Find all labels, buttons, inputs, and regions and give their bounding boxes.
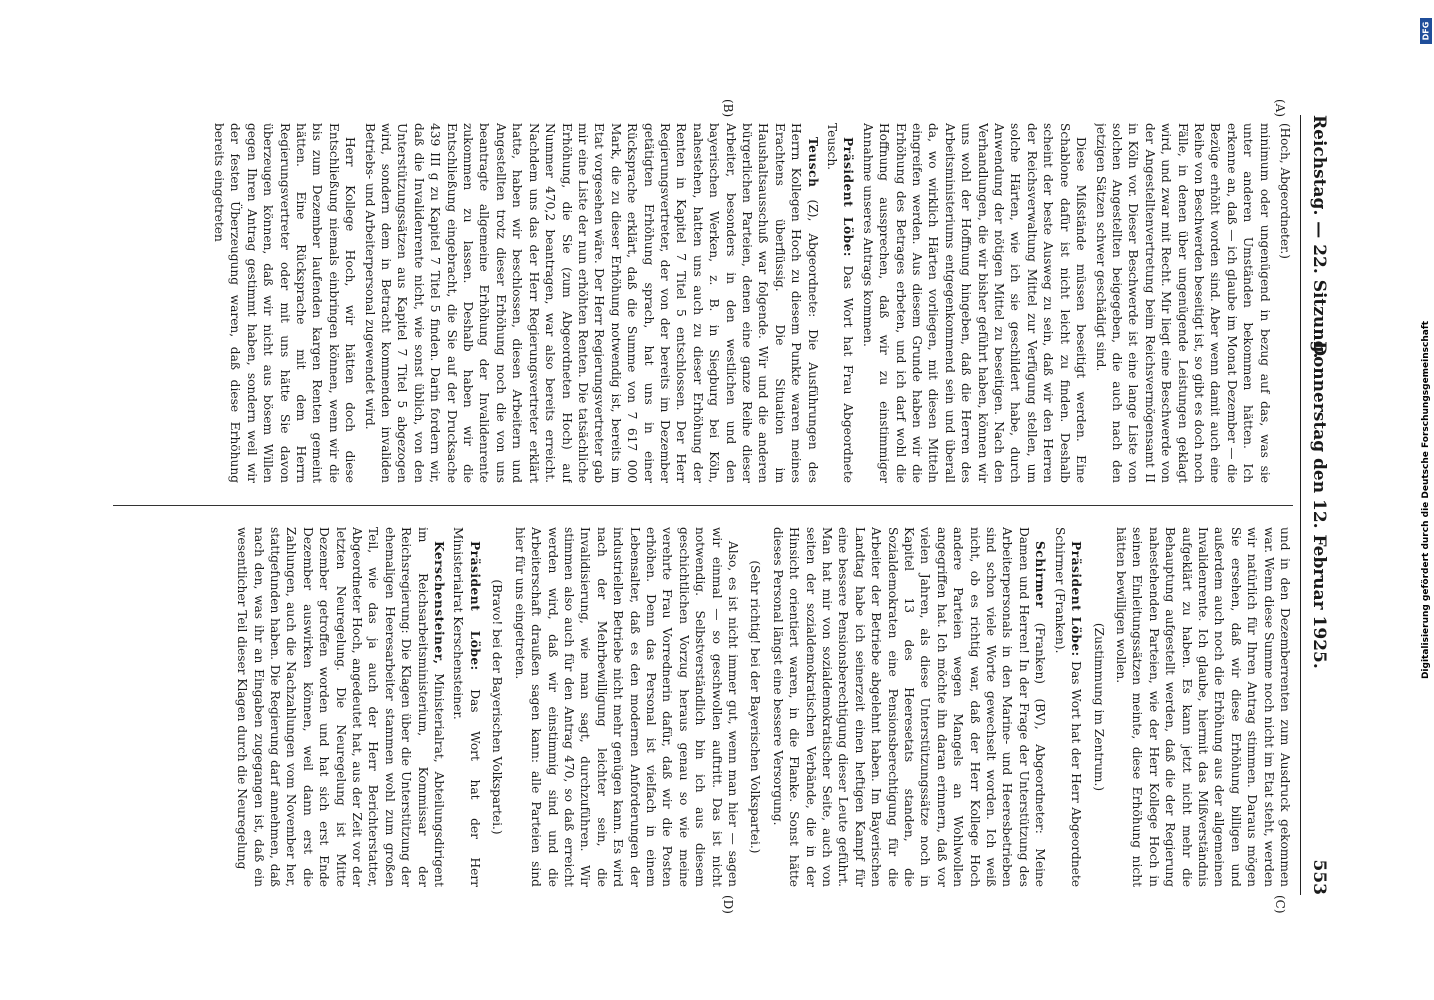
speaker-text: Das Wort hat Frau Abgeordnete Teusch. (825, 123, 856, 483)
document-page (95, 95, 1335, 915)
speaker-text: (Z), Abgeordnete: Die Ausführungen des Herrn Kollegen Hoch zu diesem Punkte waren meines Erachtens überflüssig. Die Situation im Haushaltsausschuß war folgende. Wir und die anderen bürgerlichen Parteien, denen eine ganze Reihe dieser Arbeiter, besonders in den westlichen und den bayerischen Werken, z. B. in Siegburg bei Köln, nahestehen, hatten uns auch zu dieser Erhöhung der Renten in Kapitel 7 Titel 5 entschlossen. Der Herr Regierungsvertreter, der von der bereits im Dezember getätigten Erhöhung sprach, hat uns in einer Rücksprache erklärt, daß die Summe von 7 617 000 Mark, die zu dieser Erhöhung notwendig ist, bereits im Etat vorgesehen wäre. Der Herr Regierungsvertreter gab mir eine Liste der nun erhöhten Renten. Die tatsächliche Erhöhung, die Sie (zum Abgeordneten Hoch) auf Nummer 470,2 beantragen, war also bereits erreicht. Nachdem uns das der Herr Regierungsvertreter erklärt hatte, haben wir beschlossen, diesen Arbeitern und Angestellten trotz dieser Erhöhung noch die von uns beantragte allgemeine Erhöhung der Invalidenrente zukommen zu lassen. Deshalb haben wir die Entschließung eingebracht, die Sie auf der Drucksache 439 III g zu Kapitel 7 Titel 5 finden. Darin fordern wir, daß die Invalidenrente nicht, wie sonst üblich, von den Unterstützungssätzen aus Kapitel 7 Titel 5 abgezogen wird, sondern dem in Betracht kommenden invaliden Betriebs- und Arbeiterpersonal zugewendet wird. (362, 123, 820, 483)
speaker-name: Präsident Löbe: (467, 541, 482, 671)
paragraph: minimum oder ungenügend in bezug auf das, was sie unter anderen Umständen bekommen hätten. Ich erkenne an, daß — ich glaube im Monat Dezember — die Bezüge erhöht worden sind. Aber wenn damit auch eine Reihe von Beschwerden beseitigt ist, so gibt es doch noch Fälle, in denen über ungenügende Leistungen geklagt wird, und zwar mit Recht. Mir liegt eine Beschwerde von der Angestelltenvertretung beim Reichsvermögensamt II in Köln vor. Dieser Beschwerde ist eine lange Liste von solchen Angestellten beigegeben, die auch nach den jetzigen Sätzen schwer geschädigt sind. (1093, 123, 1272, 483)
page-number: 553 (1309, 859, 1329, 895)
paragraph: Herr Kollege Hoch, wir hätten doch diese Entschließung niemals einbringen können, wenn wir die bis zum Dezember laufenden kargen Renten gemeint hätten. Eine Rücksprache mit dem Herrn Regierungsvertreter oder mit uns hätte Sie davon überzeugen können, daß wir nicht aus bösem Willen gegen Ihren Antrag gestimmt haben, sondern weil wir der festen Überzeugung waren, daß diese Erhöhung bereits eingetreten (212, 123, 358, 483)
margin-mark-c: (C) (1273, 895, 1287, 914)
header-session: Reichstag. — 22. Sitzung. (1309, 115, 1329, 359)
right-column (113, 527, 1293, 887)
margin-mark-b: (B) (721, 99, 735, 118)
speaker-name: Kerschensteiner, (432, 541, 447, 665)
schirmer-paragraph (769, 527, 1048, 887)
header-rule (1300, 115, 1301, 895)
margin-mark-d: (D) (721, 895, 735, 914)
kerschensteiner-paragraph (234, 527, 447, 887)
credit-text: Digitalisierung gefördert durch die Deutsche Forschungsgemeinschaft (1421, 320, 1431, 680)
interjection: (Sehr richtig! bei der Bayerischen Volkspartei.) (748, 560, 763, 854)
column-divider (113, 505, 1293, 506)
speaker-text: Das Wort hat der Herr Ministerialrat Kerschensteiner. (451, 527, 482, 887)
speaker-text: Das Wort hat der Herr Abgeordnete Schirmer (Franken). (1052, 527, 1084, 887)
president-paragraph (824, 123, 857, 483)
scanned-page-area (95, 95, 1335, 915)
speaker-name: Teusch (805, 137, 820, 188)
paragraph: Diese Mißstände müssen beseitigt werden. Eine Schablone dafür ist nicht leicht zu finden. Deshalb scheint der beste Ausweg zu sein, daß wir den Herren der Reichsverwaltung Mittel zur Verfügung stellen, um solche Härten, wie ich sie geschildert habe, durch Anwendung der nötigen Mittel zu beseitigen. Nach den Verhandlungen, die wir bisher geführt haben, können wir uns wohl der Hoffnung hingeben, daß die Herren des Arbeitsministeriums entgegenkommend sein und überall da, wo wirklich Härten vorliegen, mit diesen Mitteln eingreifen werden. Aus diesem Grunde haben wir die Erhöhung des Betrages erbeten, und ich darf wohl die Hoffnung aussprechen, daß wir zu einstimmiger Annahme unseres Antrags kommen. (860, 123, 1089, 483)
interjection: (Zustimmung im Zentrum.) (1091, 622, 1106, 792)
speaker-name: Präsident Löbe: (1069, 541, 1084, 657)
speaker-name: Präsident Löbe: (841, 137, 856, 257)
running-head (1303, 115, 1329, 895)
interjection: (Bravo! bei der Bayerischen Volkspartei.) (490, 579, 505, 835)
margin-mark-a: (A) (1273, 99, 1287, 118)
header-date: Donnerstag den 12. Februar 1925. (1309, 341, 1329, 669)
left-column (113, 123, 1293, 483)
president-paragraph (450, 527, 483, 887)
paragraph: Also, es ist nicht immer gut, wenn man hier — sagen wir einmal — so geschwollen auftritt. Das ist nicht notwendig. Selbstverständlich bin ich aus diesem geschichtlichen Vorzug heraus genau so wie meine verehrte Frau Vorrednerin dafür, daß wir die Posten erhöhen. Denn das Personal ist vielfach in einem Lebensalter, daß es den modernen Anforderungen der industriellen Betriebe nicht mehr genügen kann. Es wird nach der Mehrbewilligung leichter sein, die Invalidisierung, wie man sagt, durchzuführen. Wir stimmen also auch für den Antrag 470, so daß erreicht werden wird, daß wir einstimmig sind und die Arbeiterschaft draußen sagen kann: alle Parteien sind hier für uns eingetreten. (512, 527, 740, 887)
dfg-logo (1420, 18, 1432, 44)
speaker-name: Schirmer (1033, 541, 1048, 609)
paragraph: und in den Dezemberrenten zum Ausdruck gekommen war. Wenn diese Summe noch nicht im Etat steht, werden wir natürlich für Ihren Antrag stimmen. Daraus mögen Sie ersehen, daß wir diese Erhöhung billigen und außerdem auch noch die Erhöhung aus der allgemeinen Invalidenrente. Ich glaube, hiermit das Mißverständnis aufgeklärt zu haben. Es kann jetzt nicht mehr die Behauptung aufgestellt werden, daß die der Regierung nahestehenden Parteien, wie der Herr Kollege Hoch in seinen Einleitungssätzen meinte, diese Erhöhung nicht hätten bewilligen wollen. (1113, 527, 1292, 887)
digitization-credit (1418, 10, 1434, 990)
teusch-paragraph (361, 123, 820, 483)
president-paragraph (1051, 527, 1084, 887)
speaker-header: (Hoch, Abgeordneter.) (1278, 123, 1292, 259)
dfg-logo-text: DFG (1421, 21, 1431, 41)
speaker-text: (Franken) (BV), Abgeordneter: Meine Damen und Herren! In der Frage der Unterstützung des Arbeiterpersonals in den Marine- und Heeresbetrieben sind schon viele Worte gewechselt worden. Ich weiß nicht, ob es richtig war, daß der Herr Kollege Hoch andere Parteien wegen Mangels an Wohlwollen angegriffen hat. Ich möchte ihn daran erinnern, daß vor vielen Jahren, als diese Unterstützungssätze noch in Kapitel 13 des Heeresetats standen, die Sozialdemokraten eine Pensionsberechtigung für die Arbeiter der Betriebe abgelehnt haben. Im Bayerischen Landtag habe ich seinerzeit einen heftigen Kampf für eine bessere Pensionsberechtigung dieser Leute geführt. Man hat mir von sozialdemokratischer Seite, auch von seiten der sozialdemokratischen Verbände, die in der Hinsicht orientiert waren, in die Flanke. Sonst hätte dieses Personal längst eine bessere Versorgung. (770, 527, 1048, 887)
speaker-text: Ministerialrat, Abteilungsdirigent im Reichsarbeitsministerium, Kommissar der Reichsregierung: Die Klagen über die Unterstützung der ehemaligen Heeresarbeiter stammen wohl zum großen Teil, wie das ja auch der Herr Berichterstatter, Abgeordneter Hoch, angedeutet hat, aus der Zeit vor der letzten Neuregelung. Die Neuregelung ist Mitte Dezember getroffen worden und hat sich erst Ende Dezember auswirken können, weil dann erst die Zahlungen, auch die Nachzahlungen vom November her, stattgefunden haben. Die Regierung darf annehmen, daß nach den, was ihr an Eingaben zugegangen ist, daß ein wesentlicher Teil dieser Klagen durch die Neuregelung (235, 527, 447, 887)
